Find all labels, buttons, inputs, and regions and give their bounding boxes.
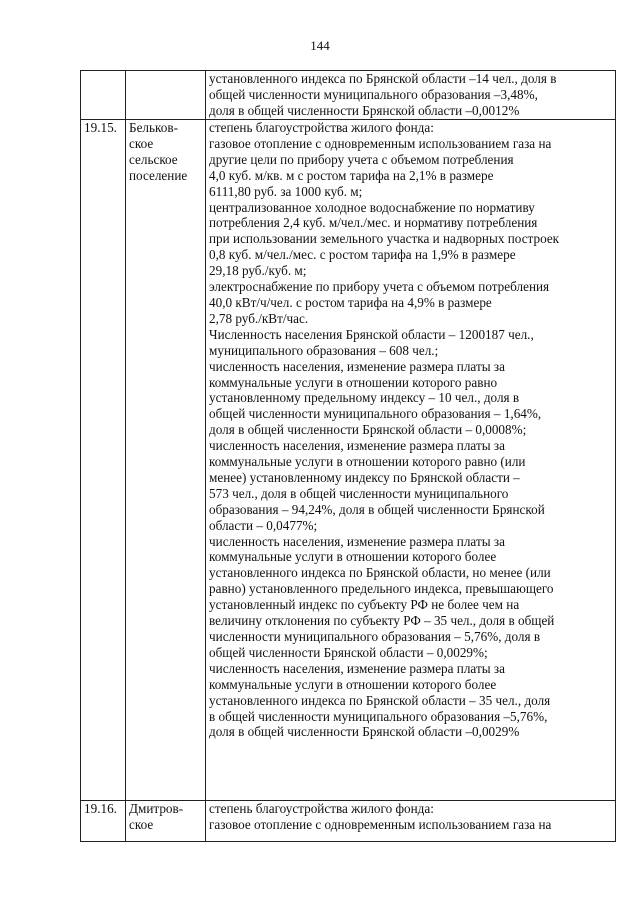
description-cell (206, 120, 616, 801)
row-number-cell (81, 120, 126, 801)
municipality-name: Бельков- ское сельское поселение (129, 120, 188, 183)
page-number: 144 (310, 38, 330, 53)
tariff-table (80, 70, 616, 842)
row-number-cell (81, 801, 126, 842)
description-text: степень благоустройства жилого фонда: газовое отопление с одновременным использованием газа на (209, 801, 552, 832)
municipality-name: Дмитров- ское (129, 801, 184, 832)
row-number: 19.16. (84, 801, 117, 816)
row-number: 19.15. (84, 120, 117, 135)
municipality-cell (126, 120, 206, 801)
table-row (81, 801, 616, 842)
description-text: степень благоустройства жилого фонда: газовое отопление с одновременным использованием газа на другие цели по прибору учета с объемом потребления 4,0 куб. м/кв. м с ростом тарифа на 2,1% в размере 6111,80 руб. за 1000 куб. м; централизованное холодное водоснабжение по нормативу потребления 2,4 куб. м/чел./мес. и нормативу потребления при использовании земельного участка и надворных построек 0,8 куб. м/чел./мес. с ростом тарифа на 1,9% в размере 29,18 руб./куб. м; электроснабжение по прибору учета с объемом потребления 40,0 кВт/ч/чел. с ростом тарифа на 4,9% в размере 2,78 руб./кВт/час. Численность населения Брянской области – 1200187 чел., муниципального образования – 608 чел.; численность населения, изменение размера платы за коммунальные услуги в отношении которого равно установленному предельному индексу – 10 чел., доля в общей численности муниципального образования – 1,64%, доля в общей численности Брянской области – 0,0008%; численность населения, изменение размера платы за коммунальные услуги в отношении которого равно (или менее) установленному индексу по Брянской области – 573 чел., доля в общей численности муниципального образования – 94,24%, доля в общей численности Брянской области – 0,0477%; численность населения, изменение размера платы за коммунальные услуги в отношении которого более установленного индекса по Брянской области, но менее (или равно) установленного предельного индекса, превышающего установленный индекс по субъекту РФ не более чем на величину отклонения по субъекту РФ – 35 чел., доля в общей численности муниципального образования – 5,76%, доля в общей численности Брянской области – 0,0029%; численность населения, изменение размера платы за коммунальные услуги в отношении которого более установленного индекса по Брянской области – 35 чел., доля в общей численности муниципального образования –5,76%, доля в общей численности Брянской области –0,0029% (209, 120, 560, 740)
municipality-cell (126, 801, 206, 842)
row-number-cell (81, 71, 126, 120)
table-row (81, 71, 616, 120)
description-cell (206, 801, 616, 842)
table-row (81, 120, 616, 801)
description-text: установленного индекса по Брянской области –14 чел., доля в общей численности муниципального образования –3,48%, доля в общей численности Брянской области –0,0012% (209, 71, 557, 118)
municipality-cell (126, 71, 206, 120)
description-cell (206, 71, 616, 120)
